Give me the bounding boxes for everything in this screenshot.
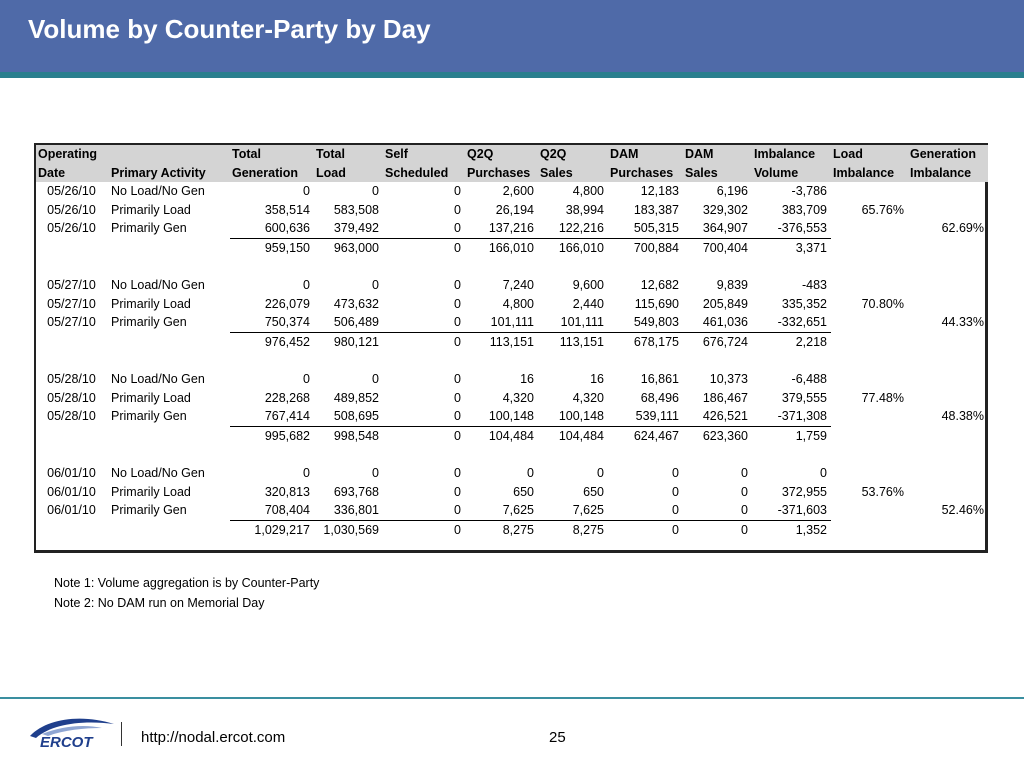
column-header-line2: Volume	[754, 165, 799, 180]
table-cell: 05/27/10	[47, 315, 96, 330]
note-2: Note 2: No DAM run on Memorial Day	[54, 596, 265, 610]
table-cell: 228,268	[264, 390, 310, 405]
table-cell: Primarily Load	[111, 484, 191, 499]
table-cell: 383,709	[781, 202, 827, 217]
table-cell	[908, 464, 988, 483]
table-row	[36, 407, 988, 426]
table-cell: -6,488	[791, 371, 827, 386]
table-cell: 0	[683, 501, 752, 520]
column-header-line2: Date	[38, 165, 66, 180]
table-cell: 12,183	[640, 184, 679, 198]
empty-cell	[36, 520, 109, 539]
column-header-line1	[109, 145, 230, 164]
total-cell: 113,151	[489, 334, 534, 349]
table-cell: 426,521	[683, 407, 752, 426]
total-cell: 0	[454, 522, 461, 537]
table-cell: 0	[672, 465, 679, 480]
table-cell: 0	[372, 371, 379, 386]
column-header-line1: DAM	[685, 147, 714, 161]
total-cell: 0	[454, 334, 461, 349]
table-cell: 0	[383, 313, 465, 332]
table-cell: 4,800	[502, 296, 534, 311]
table-cell: 05/28/10	[47, 390, 96, 405]
total-cell: 995,682	[264, 428, 310, 443]
table-cell: 205,849	[702, 296, 748, 311]
table-cell: 358,514	[264, 202, 310, 217]
column-header-line2: Imbalance	[833, 165, 895, 180]
table-cell: 650	[513, 484, 534, 499]
column-header-line1: Q2Q	[540, 147, 567, 161]
table-cell: 38,994	[565, 202, 604, 217]
table-cell	[908, 276, 988, 295]
table-cell: 549,803	[608, 313, 683, 332]
table-cell: No Load/No Gen	[111, 371, 205, 386]
table-cell: Primarily Load	[111, 390, 191, 405]
table-row	[36, 501, 988, 520]
total-cell: 998,548	[333, 428, 379, 443]
total-cell: 976,452	[264, 334, 310, 349]
table-cell: 137,216	[465, 219, 538, 238]
table-cell: 0	[672, 484, 679, 499]
empty-cell	[109, 426, 230, 445]
totals-row	[36, 238, 988, 257]
table-cell: 4,800	[572, 184, 604, 198]
table-cell: 0	[527, 465, 534, 480]
header-row-2	[36, 164, 988, 183]
total-cell: 3,371	[795, 240, 827, 255]
table-cell: 05/28/10	[47, 371, 96, 386]
table-cell: 2,440	[572, 296, 604, 311]
table-cell: 583,508	[333, 202, 379, 217]
total-cell: 2,218	[795, 334, 827, 349]
table-cell: 9,839	[716, 277, 748, 292]
total-cell: 1,352	[795, 522, 827, 537]
column-header-line2: Sales	[685, 165, 718, 180]
table-cell	[831, 464, 908, 483]
table-cell: 0	[303, 465, 310, 480]
table-row	[36, 389, 988, 408]
table-cell: 101,111	[465, 313, 538, 332]
table-cell: Primarily Gen	[111, 315, 187, 330]
column-header-line2: Imbalance	[910, 165, 972, 180]
table-cell: 693,768	[333, 484, 379, 499]
table-cell: 335,352	[781, 296, 827, 311]
table-cell: -371,308	[752, 407, 831, 426]
column-header-line1: Self	[385, 147, 408, 161]
total-cell: 0	[454, 240, 461, 255]
table-cell: 226,079	[264, 296, 310, 311]
title-bar-accent	[0, 72, 1024, 78]
table-cell: 16	[590, 371, 604, 386]
table-row	[36, 313, 988, 332]
table-cell: 4,320	[502, 390, 534, 405]
table-row	[36, 464, 988, 483]
column-header-line1: Total	[232, 147, 261, 161]
empty-cell	[36, 238, 109, 257]
column-header-line2: Load	[316, 165, 346, 180]
column-header-line2: Purchases	[610, 165, 674, 180]
footer-url: http://nodal.ercot.com	[141, 729, 286, 746]
table-cell: 0	[454, 296, 461, 311]
table-cell: 0	[454, 390, 461, 405]
empty-cell	[36, 332, 109, 351]
column-header-line1: Load	[833, 147, 863, 161]
table-cell: 0	[454, 465, 461, 480]
table-cell: 115,690	[634, 296, 679, 311]
total-cell: 8,275	[572, 522, 604, 537]
table-cell	[908, 201, 988, 220]
column-header-line2: Generation	[232, 165, 298, 180]
table-cell: 9,600	[572, 277, 604, 292]
logo-text: ERCOT	[40, 734, 93, 750]
table-cell: No Load/No Gen	[111, 184, 205, 198]
total-cell: 0	[741, 522, 748, 537]
table-cell: 473,632	[333, 296, 379, 311]
table-cell: 0	[741, 465, 748, 480]
total-cell: 624,467	[633, 428, 679, 443]
table-cell: No Load/No Gen	[111, 465, 205, 480]
empty-cell	[908, 520, 988, 539]
column-header-line1: Imbalance	[754, 147, 816, 161]
table-cell: 122,216	[538, 219, 608, 238]
table-cell: 06/01/10	[47, 503, 96, 518]
empty-cell	[109, 520, 230, 539]
table-cell: 48.38%	[941, 409, 984, 424]
table-cell: 16	[520, 371, 534, 386]
table-cell: 12,682	[640, 277, 679, 292]
table-cell: Primarily Load	[111, 202, 191, 217]
total-cell: 113,151	[559, 334, 604, 349]
table-cell: 7,240	[502, 277, 534, 292]
column-header-line2: Sales	[540, 165, 573, 180]
table-row	[36, 370, 988, 389]
table-cell: 53.76%	[861, 484, 904, 499]
table-cell: 539,111	[608, 407, 683, 426]
ercot-logo	[22, 714, 122, 750]
note-1: Note 1: Volume aggregation is by Counter-Party	[54, 576, 320, 590]
table-cell: 0	[820, 465, 827, 480]
total-cell: 0	[454, 428, 461, 443]
table-cell: 52.46%	[941, 503, 984, 518]
table-cell: 0	[383, 219, 465, 238]
total-cell: 166,010	[488, 240, 534, 255]
table-cell: 26,194	[495, 202, 534, 217]
table-cell: 100,148	[465, 407, 538, 426]
table-cell: 379,492	[314, 219, 383, 238]
total-cell: 166,010	[558, 240, 604, 255]
total-cell: 1,030,569	[323, 522, 379, 537]
table-cell	[908, 182, 988, 201]
total-cell: 623,360	[702, 428, 748, 443]
table-cell: -3,786	[791, 184, 827, 198]
spacer-row	[36, 257, 988, 276]
column-header-line1: DAM	[610, 147, 639, 161]
empty-cell	[831, 332, 908, 351]
spacer-cell	[36, 257, 988, 276]
table-cell: -371,603	[752, 501, 831, 520]
table-cell: 372,955	[781, 484, 827, 499]
column-header-line2: Scheduled	[385, 165, 449, 180]
empty-cell	[831, 426, 908, 445]
table-cell: 06/01/10	[47, 465, 96, 480]
column-header-line2: Primary Activity	[111, 165, 206, 180]
table-cell: 461,036	[683, 313, 752, 332]
table-cell: 0	[608, 501, 683, 520]
table-cell: 06/01/10	[47, 484, 96, 499]
total-cell: 676,724	[702, 334, 748, 349]
table-cell: 7,625	[538, 501, 608, 520]
footer-divider	[0, 697, 1024, 699]
spacer-cell	[36, 445, 988, 464]
table-cell: 0	[303, 184, 310, 198]
totals-row	[36, 426, 988, 445]
column-header-line1: Generation	[910, 147, 976, 161]
table-cell: 44.33%	[941, 315, 984, 330]
table-cell: 2,600	[502, 184, 534, 198]
empty-cell	[908, 332, 988, 351]
total-cell: 959,150	[264, 240, 310, 255]
table-cell: 0	[454, 277, 461, 292]
table-cell: 186,467	[702, 390, 748, 405]
total-cell: 1,029,217	[254, 522, 310, 537]
table-row	[36, 295, 988, 314]
table-cell: 10,373	[709, 371, 748, 386]
table-cell	[831, 219, 908, 238]
table-cell: 0	[741, 484, 748, 499]
empty-cell	[831, 238, 908, 257]
table-cell: 364,907	[683, 219, 752, 238]
table-cell: 0	[303, 371, 310, 386]
total-cell: 980,121	[333, 334, 379, 349]
footer-separator	[121, 722, 122, 746]
total-cell: 0	[672, 522, 679, 537]
column-header-line1: Q2Q	[467, 147, 494, 161]
table-cell: 750,374	[230, 313, 314, 332]
table-cell: 320,813	[264, 484, 310, 499]
table-header	[36, 145, 988, 182]
table-cell: 100,148	[538, 407, 608, 426]
page-number: 25	[549, 729, 566, 746]
table-cell: 4,320	[572, 390, 604, 405]
table-cell: 0	[383, 407, 465, 426]
total-cell: 678,175	[633, 334, 679, 349]
table-cell: 767,414	[230, 407, 314, 426]
table-cell	[831, 501, 908, 520]
empty-cell	[831, 520, 908, 539]
table-cell: 0	[372, 277, 379, 292]
table-cell: Primarily Load	[111, 296, 191, 311]
table-cell: 77.48%	[861, 390, 904, 405]
table-cell: 600,636	[230, 219, 314, 238]
table-cell: 183,387	[633, 202, 679, 217]
table-row	[36, 483, 988, 502]
total-cell: 700,884	[633, 240, 679, 255]
table-cell: 0	[454, 484, 461, 499]
table-cell: 0	[454, 184, 461, 198]
table-cell	[831, 407, 908, 426]
table-cell: 489,852	[333, 390, 379, 405]
total-cell: 104,484	[558, 428, 604, 443]
table-body	[36, 182, 988, 539]
table-cell	[831, 313, 908, 332]
spacer-cell	[36, 351, 988, 370]
table-cell: 708,404	[230, 501, 314, 520]
table-cell: 05/28/10	[47, 409, 96, 424]
column-header-line1: Total	[316, 147, 345, 161]
table-cell: 101,111	[538, 313, 608, 332]
table-cell: 650	[583, 484, 604, 499]
table-cell: 508,695	[314, 407, 383, 426]
table-cell: 65.76%	[861, 202, 904, 217]
table-cell: Primarily Gen	[111, 221, 187, 236]
slide-title: Volume by Counter-Party by Day	[28, 14, 431, 44]
total-cell: 1,759	[795, 428, 827, 443]
table-cell: Primarily Gen	[111, 409, 187, 424]
table-row	[36, 182, 988, 201]
header-row-1	[36, 145, 988, 164]
table-cell: 05/26/10	[47, 184, 96, 198]
table-cell: 505,315	[608, 219, 683, 238]
spacer-row	[36, 351, 988, 370]
empty-cell	[36, 426, 109, 445]
table-cell	[831, 182, 908, 201]
table-cell	[908, 483, 988, 502]
table-cell: 16,861	[640, 371, 679, 386]
table-row	[36, 201, 988, 220]
table-cell: 336,801	[314, 501, 383, 520]
table-cell: 506,489	[314, 313, 383, 332]
empty-cell	[109, 238, 230, 257]
table-cell: 05/27/10	[47, 277, 96, 292]
table-row	[36, 219, 988, 238]
table-cell: 0	[372, 465, 379, 480]
total-cell: 104,484	[488, 428, 534, 443]
table-cell: 7,625	[465, 501, 538, 520]
table-cell	[908, 389, 988, 408]
table-cell: 329,302	[702, 202, 748, 217]
total-cell: 8,275	[502, 522, 534, 537]
table-cell: 0	[303, 277, 310, 292]
table-cell: Primarily Gen	[111, 503, 187, 518]
table-cell: 0	[383, 501, 465, 520]
table-cell: -483	[801, 277, 827, 292]
table-cell: 379,555	[781, 390, 827, 405]
column-header-line2: Purchases	[467, 165, 531, 180]
table-cell	[908, 370, 988, 389]
total-cell: 963,000	[333, 240, 379, 255]
table-cell: 70.80%	[861, 296, 904, 311]
totals-row	[36, 520, 988, 539]
table-cell: No Load/No Gen	[111, 277, 205, 292]
table-cell: 6,196	[716, 184, 748, 198]
table-cell: 0	[372, 184, 379, 198]
volume-table	[36, 145, 988, 539]
table-cell: 0	[454, 371, 461, 386]
column-header-line1: Operating	[38, 147, 98, 161]
table-cell: -376,553	[752, 219, 831, 238]
table-cell	[831, 276, 908, 295]
table-cell: 05/27/10	[47, 296, 96, 311]
table-cell: -332,651	[752, 313, 831, 332]
empty-cell	[908, 238, 988, 257]
spacer-row	[36, 445, 988, 464]
empty-cell	[109, 332, 230, 351]
table-cell	[908, 295, 988, 314]
table-row	[36, 276, 988, 295]
totals-row	[36, 332, 988, 351]
table-cell	[831, 370, 908, 389]
table-cell: 0	[597, 465, 604, 480]
empty-cell	[908, 426, 988, 445]
table-cell: 05/26/10	[47, 202, 96, 217]
table-cell: 0	[454, 202, 461, 217]
total-cell: 700,404	[702, 240, 748, 255]
table-cell: 05/26/10	[47, 221, 96, 236]
table-cell: 68,496	[640, 390, 679, 405]
table-cell: 62.69%	[941, 221, 984, 236]
